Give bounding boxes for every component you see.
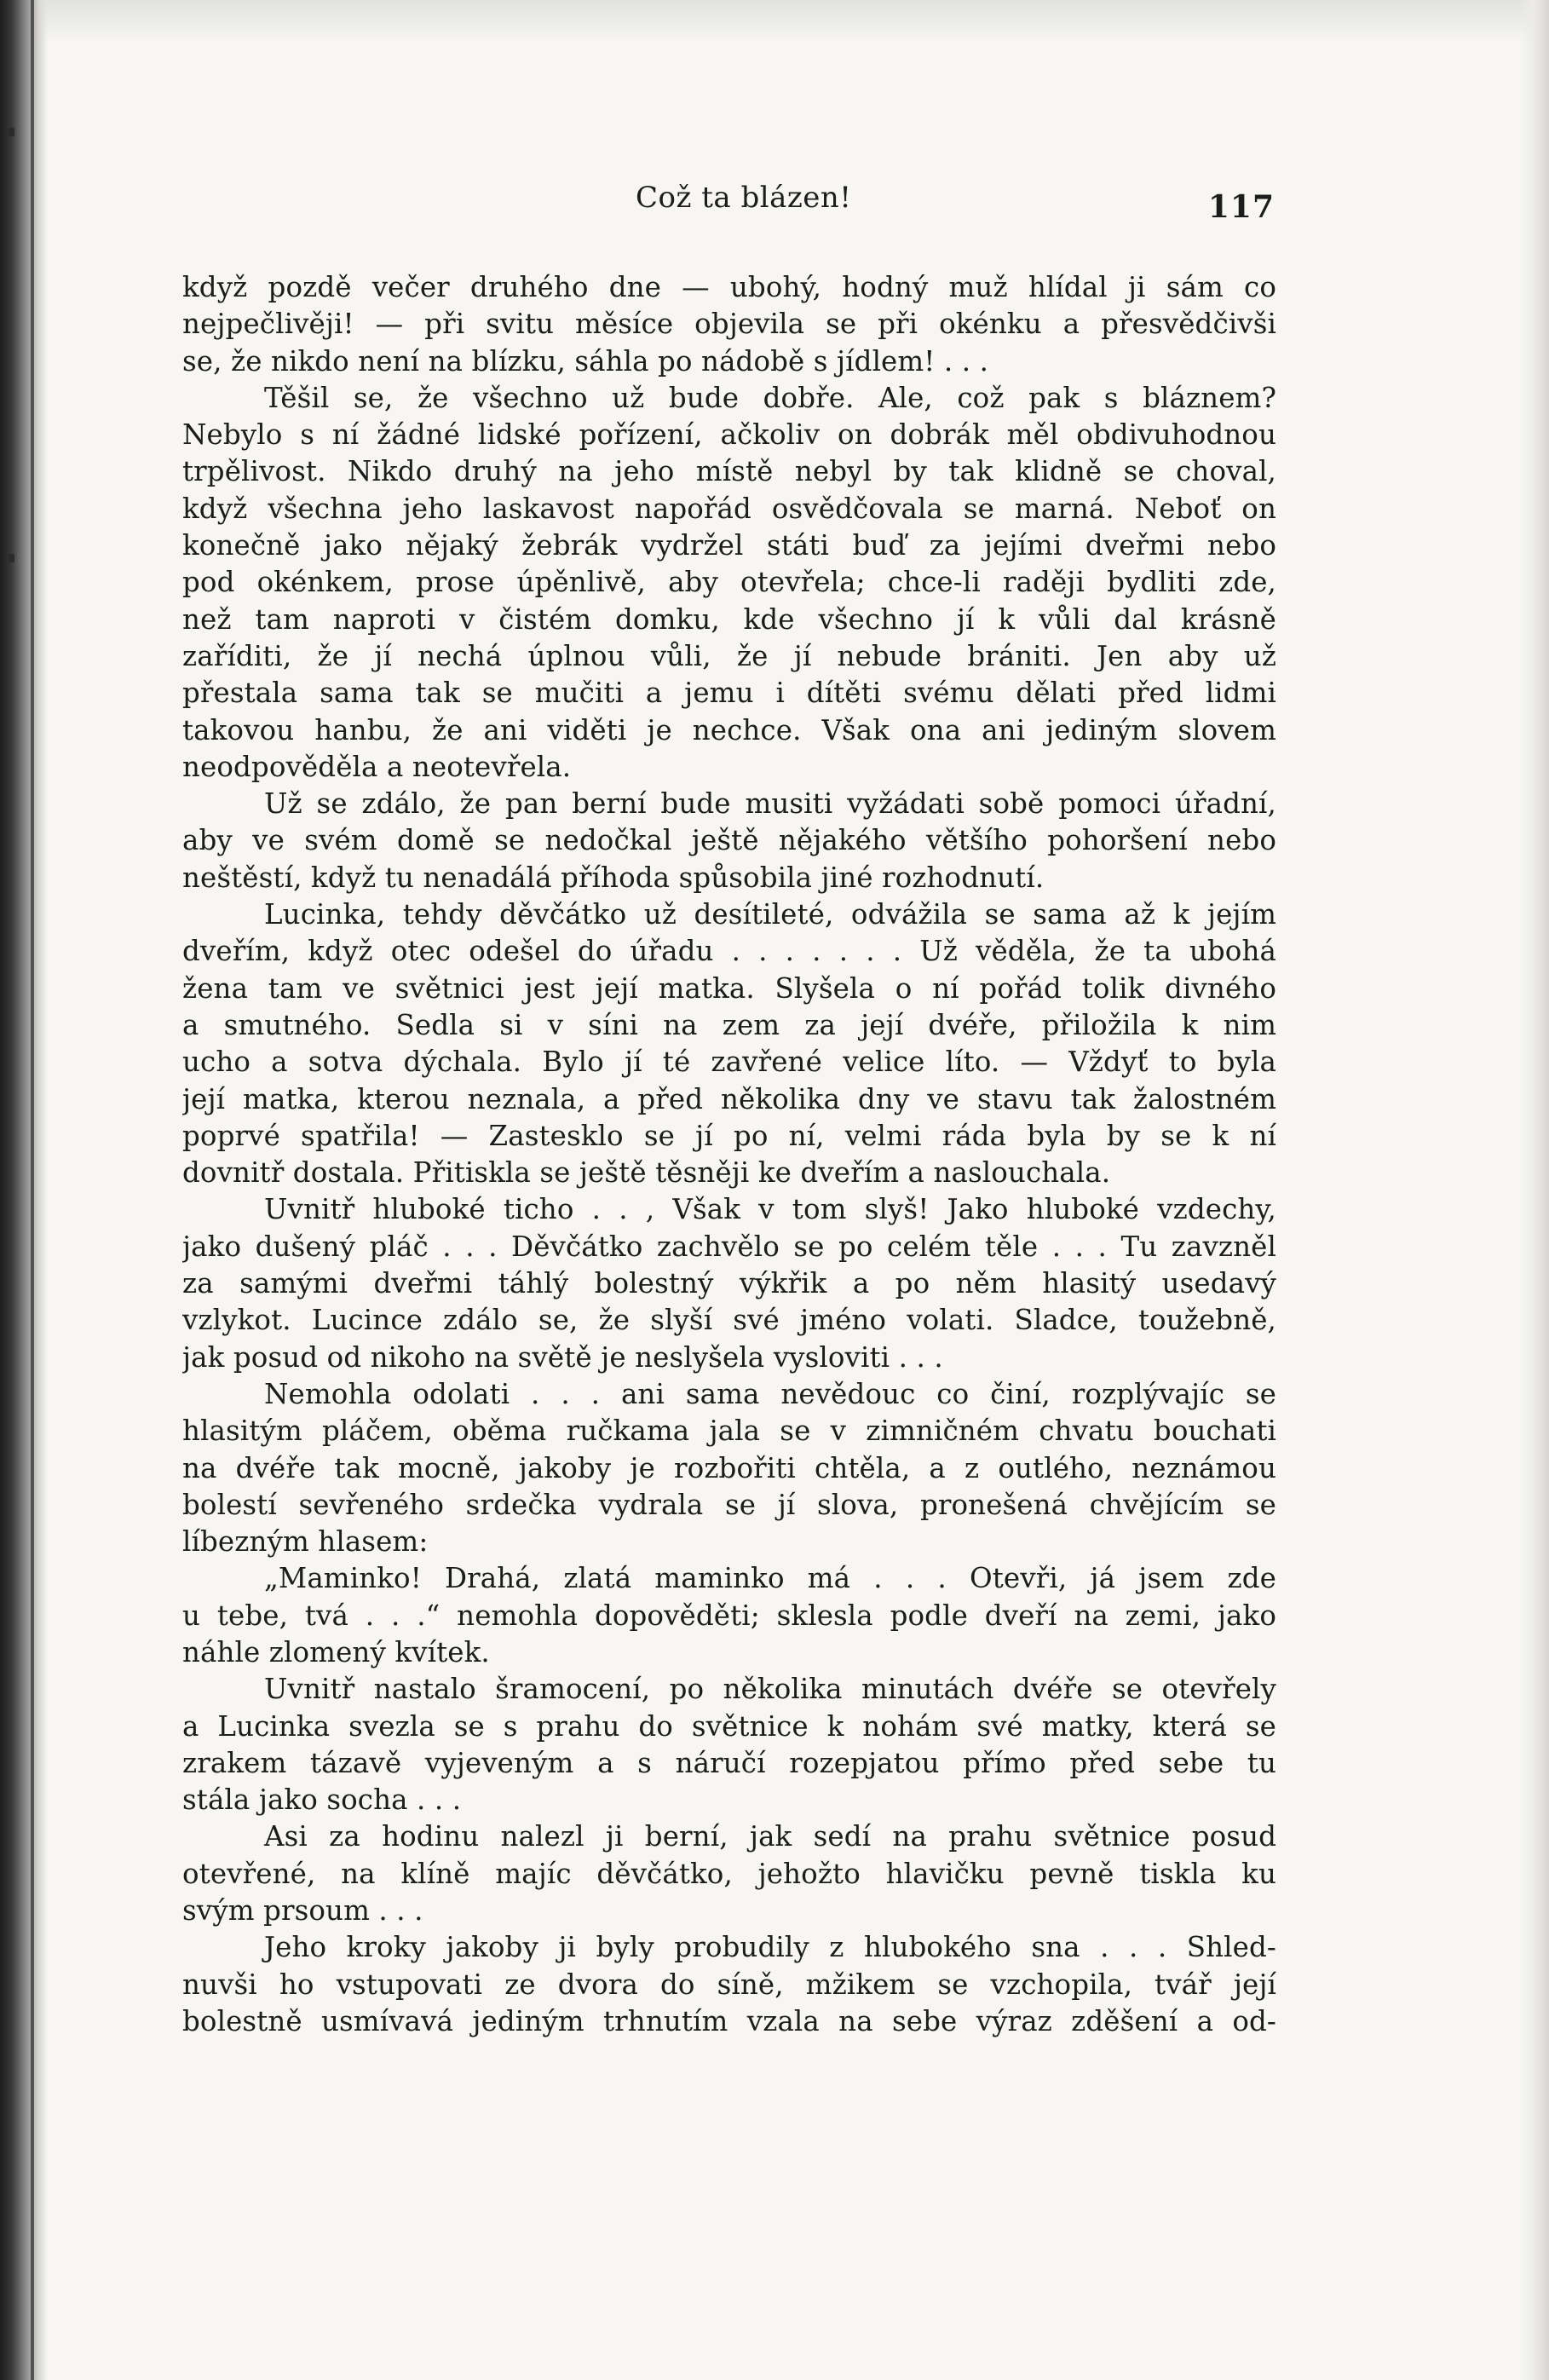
page-right-edge <box>1520 0 1549 2380</box>
text-line: takovou hanbu, že ani viděti je nechce. Však ona ani jediným slovem <box>182 713 1276 746</box>
text-line: trpělivost. Nikdo druhý na jeho místě nebyl by tak klidně se choval, <box>182 455 1276 488</box>
text-line: pod okénkem, prose úpěnlivě, aby otevřela; chce-li raději bydliti zde, <box>182 566 1276 599</box>
text-line: na dvéře tak mocně, jakoby je rozbořiti chtěla, a z outlého, neznámou <box>182 1451 1276 1484</box>
text-line: stála jako socha . . . <box>182 1784 462 1817</box>
text-line: se, že nikdo není na blízku, sáhla po nádobě s jídlem! . . . <box>182 344 989 377</box>
text-line: neštěstí, když tu nenadálá příhoda spůsobila jiné rozhodnutí. <box>182 861 1045 894</box>
text-line: a Lucinka svezla se s prahu do světnice k nohám své matky, která se <box>182 1709 1276 1743</box>
text-line: neodpověděla a neotevřela. <box>182 750 572 783</box>
text-line: poprvé spatřila! — Zastesklo se jí po ní, velmi ráda byla by se k ní <box>182 1119 1276 1152</box>
text-line: svým prsoum . . . <box>182 1894 423 1928</box>
margin-mark-top <box>9 128 14 136</box>
text-line: Uvnitř nastalo šramocení, po několika minutách dvéře se otevřely <box>264 1673 1276 1706</box>
text-line: jako dušený pláč . . . Děvčátko zachvělo se po celém těle . . . Tu zavzněl <box>182 1230 1276 1263</box>
text-line: bolestí sevřeného srdečka vydrala se jí slova, pronešená chvějícím se <box>182 1488 1276 1521</box>
scan-top-shade <box>0 0 1549 43</box>
text-line: Těšil se, že všechno už bude dobře. Ale, což pak s bláznem? <box>264 381 1276 414</box>
text-line: zrakem tázavě vyjeveným a s náručí rozepjatou přímo před sebe tu <box>182 1746 1276 1779</box>
text-line: nuvši ho vstupovati ze dvora do síně, mžikem se vzchopila, tvář její <box>182 1968 1276 2001</box>
text-line: ucho a sotva dýchala. Bylo jí té zavřené velice líto. — Vždyť to byla <box>182 1046 1276 1079</box>
text-line: její matka, kterou neznala, a před několika dny ve stavu tak žalostném <box>182 1082 1276 1115</box>
book-binding-shadow <box>0 0 48 2380</box>
text-line: a smutného. Sedla si v síni na zem za její dvéře, přiložila k nim <box>182 1008 1276 1041</box>
running-title: Což ta blázen! <box>636 181 852 215</box>
text-line: Nebylo s ní žádné lidské pořízení, ačkoliv on dobrák měl obdivuhodnou <box>182 418 1276 452</box>
text-line: Uvnitř hluboké ticho . . , Však v tom slyš! Jako hluboké vzdechy, <box>264 1193 1276 1226</box>
text-line: náhle zlomený kvítek. <box>182 1635 490 1668</box>
text-line: „Maminko! Drahá, zlatá maminko má . . . Otevři, já jsem zde <box>264 1562 1276 1595</box>
text-line: nejpečlivěji! — při svitu měsíce objevila se při okénku a přesvědčivši <box>182 308 1276 341</box>
page-number: 117 <box>1207 189 1275 225</box>
text-line: Asi za hodinu nalezl ji berní, jak sedí na prahu světnice posud <box>264 1820 1276 1853</box>
text-line: Nemohla odolati . . . ani sama nevědouc co činí, rozplývajíc se <box>264 1377 1276 1410</box>
text-line: bolestně usmívavá jediným trhnutím vzala na sebe výraz zděšení a od- <box>182 2004 1276 2037</box>
text-line: aby ve svém domě se nedočkal ještě nějakého většího pohoršení nebo <box>182 824 1276 857</box>
text-line: dveřím, když otec odešel do úřadu . . . . . . . Už věděla, že ta ubohá <box>182 935 1276 968</box>
text-line: když pozdě večer druhého dne — ubohý, hodný muž hlídal ji sám co <box>182 271 1276 303</box>
body-text <box>182 269 1276 2040</box>
text-line: dovnitř dostala. Přitiskla se ještě těsněji ke dveřím a naslouchala. <box>182 1156 1111 1190</box>
text-line: Lucinka, tehdy děvčátko už desítileté, odvážila se sama až k jejím <box>264 898 1276 931</box>
text-line: Jeho kroky jakoby ji byly probudily z hlubokého sna . . . Shled- <box>264 1931 1276 1964</box>
text-line: žena tam ve světnici jest její matka. Slyšela o ní pořád tolik divného <box>182 971 1276 1005</box>
text-line: než tam naproti v čistém domku, kde všechno jí k vůli dal krásně <box>182 602 1276 636</box>
text-line: přestala sama tak se mučiti a jemu i dítěti svému dělati před lidmi <box>182 677 1276 710</box>
page-header <box>184 181 1275 232</box>
text-line: za samými dveřmi táhlý bolestný výkřik a po něm hlasitý usedavý <box>182 1267 1276 1300</box>
text-line: líbezným hlasem: <box>182 1525 429 1559</box>
text-line: když všechna jeho laskavost napořád osvědčovala se marná. Neboť on <box>182 492 1276 525</box>
text-line: otevřené, na klíně majíc děvčátko, jehožto hlavičku pevně tiskla ku <box>182 1857 1276 1890</box>
text-line: jak posud od nikoho na světě je neslyšela vysloviti . . . <box>182 1340 943 1374</box>
margin-mark-middle <box>9 554 14 562</box>
text-line: vzlykot. Lucince zdálo se, že slyší své jméno volati. Sladce, toužebně, <box>182 1304 1276 1337</box>
text-line: zaříditi, že jí nechá úplnou vůli, že jí nebude brániti. Jen aby už <box>182 639 1276 672</box>
text-line: hlasitým pláčem, oběma ručkama jala se v zimničném chvatu bouchati <box>182 1415 1276 1448</box>
text-line: Už se zdálo, že pan berní bude musiti vyžádati sobě pomoci úřadní, <box>264 787 1276 821</box>
book-binding-edge <box>31 0 34 2380</box>
text-line: u tebe, tvá . . .“ nemohla dopověděti; sklesla podle dveří na zemi, jako <box>182 1599 1276 1632</box>
text-line: konečně jako nějaký žebrák vydržel státi buď za jejími dveřmi nebo <box>182 529 1276 562</box>
